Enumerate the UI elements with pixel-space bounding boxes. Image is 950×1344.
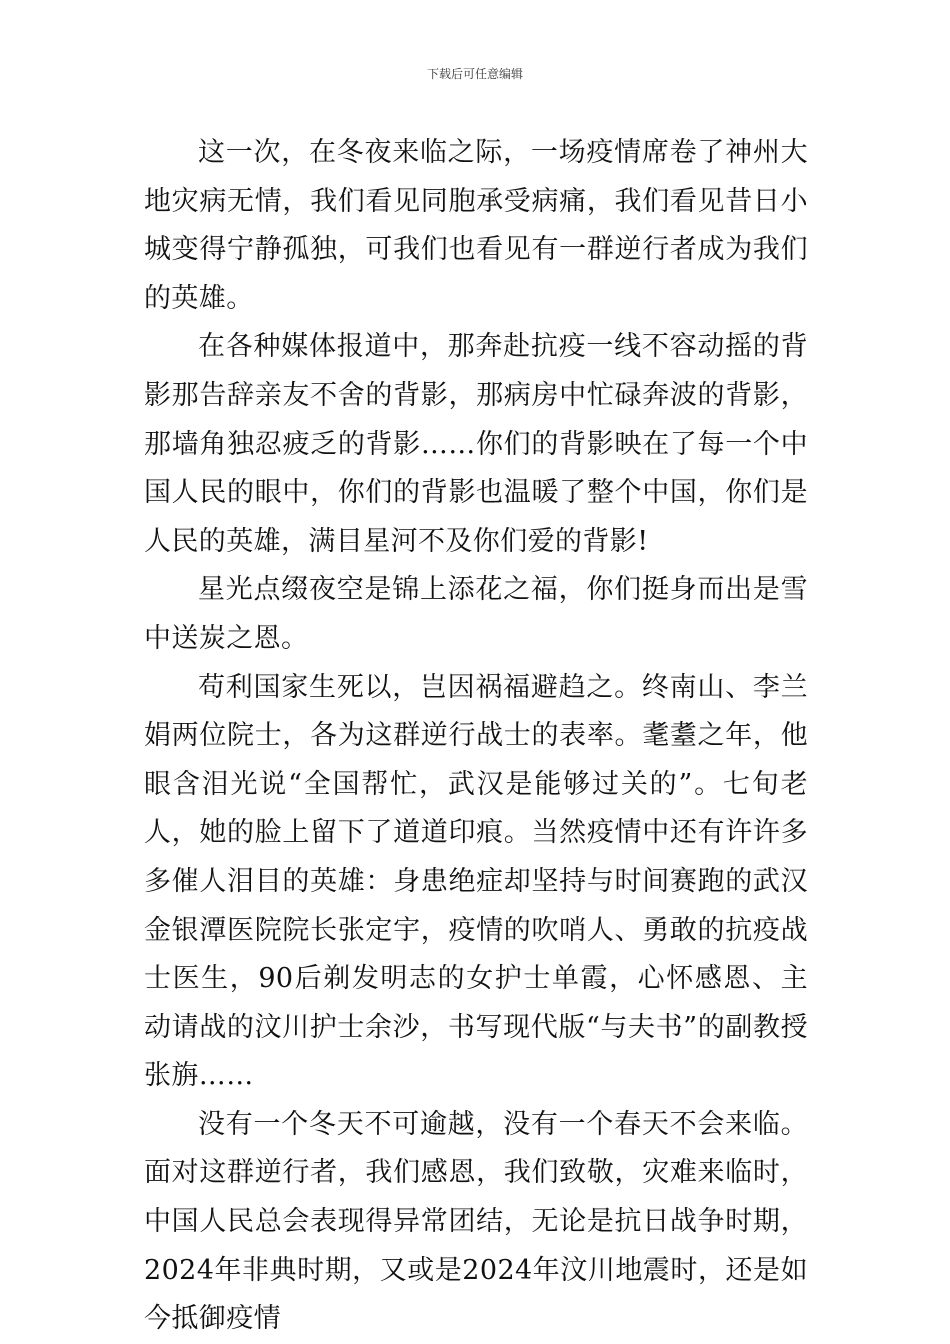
page-header: 下载后可任意编辑 xyxy=(426,67,523,81)
paragraph-3: 星光点缀夜空是锦上添花之福，你们挺身而出是雪中送炭之恩。 xyxy=(144,574,808,654)
paragraph-4: 苟利国家生死以，岂因祸福避趋之。终南山、李兰娟两位院士，各为这群逆行战士的表率。耄耋之年，他眼含泪光说“全国帮忙，武汉是能够过关的”。七旬老人，她的脸上留下了道道印痕。当然疫情中还有许许多多催人泪目的英雄：身患绝症却坚持与时间赛跑的武汉金银潭医院院长张定宇，疫情的吹哨人、勇敢的抗疫战士医生，90后剃发明志的女护士单霞，心怀感恩、主动请战的汶川护士余沙，书写现代版“与夫书”的副教授张旃…… xyxy=(144,671,808,1092)
document-body xyxy=(144,129,808,1344)
paragraph-2: 在各种媒体报道中，那奔赴抗疫一线不容动摇的背影那告辞亲友不舍的背影，那病房中忙碌奔波的背影，那墙角独忍疲乏的背影……你们的背影映在了每一个中国人民的眼中，你们的背影也温暖了整个中国，你们是人民的英雄，满目星河不及你们爱的背影! xyxy=(144,331,808,557)
paragraph-1: 这一次，在冬夜来临之际，一场疫情席卷了神州大地灾病无情，我们看见同胞承受病痛，我们看见昔日小城变得宁静孤独，可我们也看见有一群逆行者成为我们的英雄。 xyxy=(144,137,808,314)
paragraph-5: 没有一个冬天不可逾越，没有一个春天不会来临。面对这群逆行者，我们感恩，我们致敬，灾难来临时，中国人民总会表现得异常团结，无论是抗日战争时期，2024年非典时期，又或是2024年汶川地震时，还是如今抵御疫情 xyxy=(144,1108,808,1335)
